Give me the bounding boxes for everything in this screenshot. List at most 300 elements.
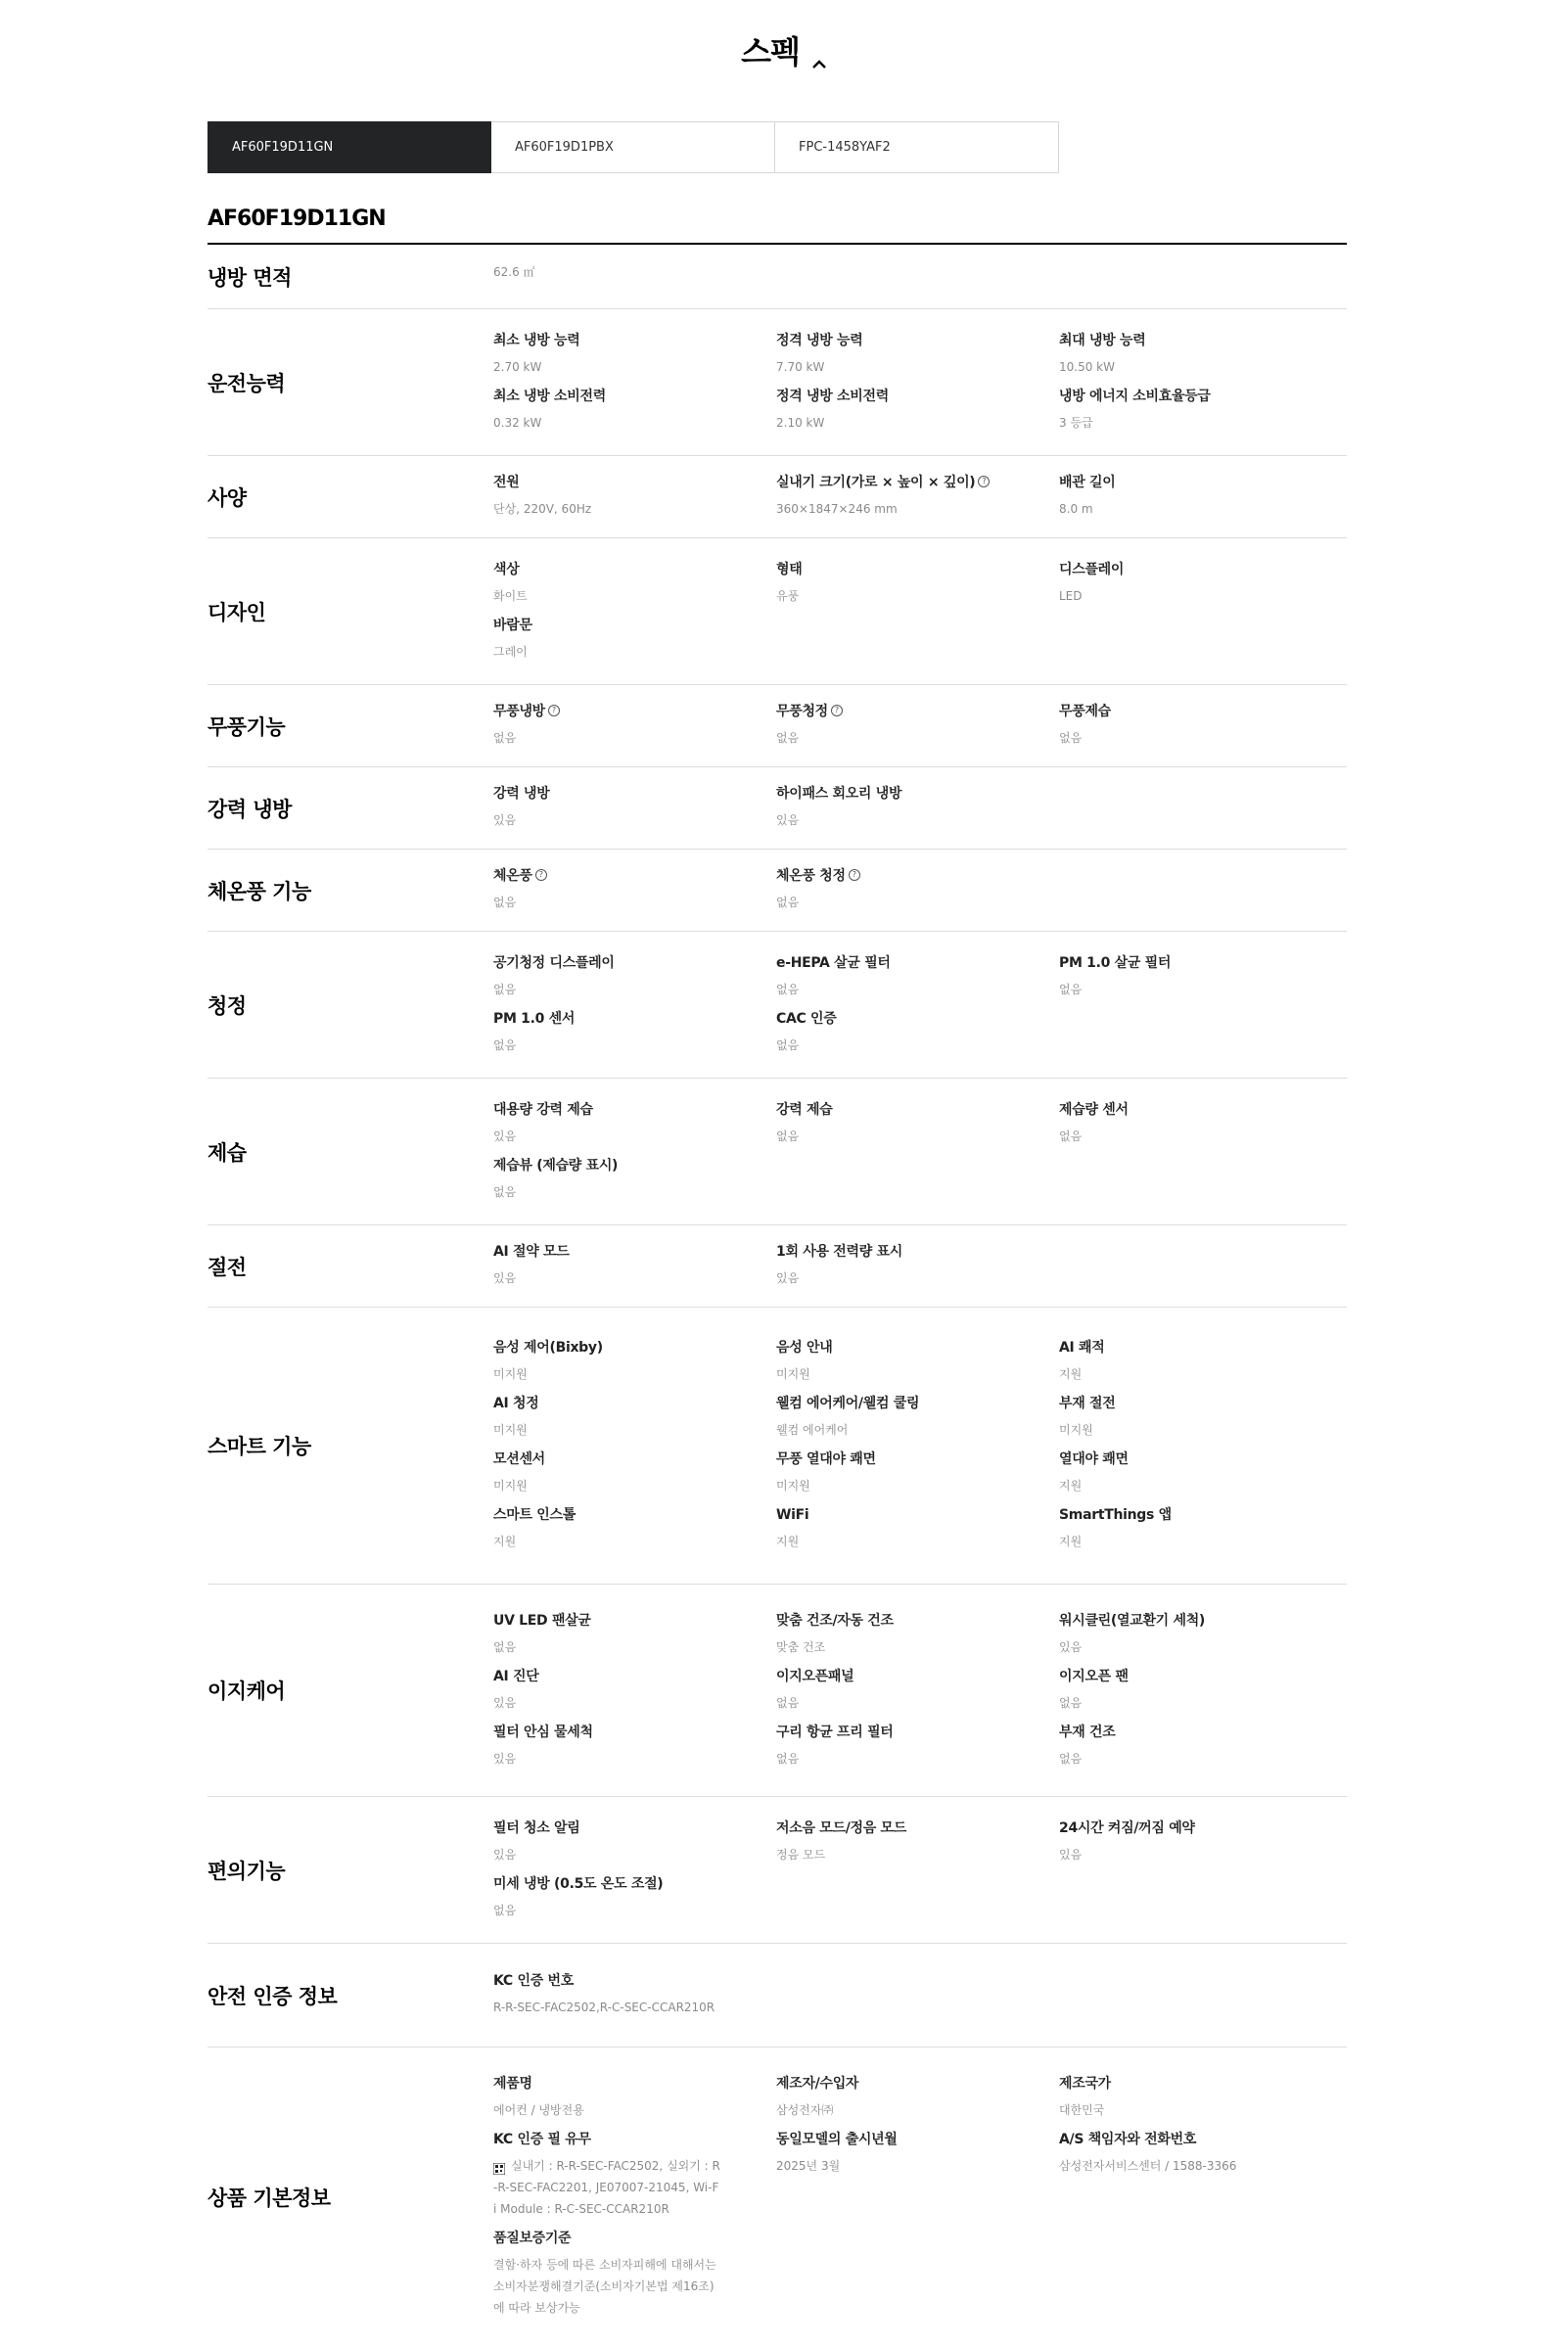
spec-section-title: 제습 — [208, 1140, 247, 1165]
spec-value — [1059, 2099, 1342, 2121]
spec-value — [776, 1267, 1059, 1289]
spec-label — [776, 1611, 1059, 1631]
spec-label — [1059, 953, 1342, 973]
spec-label — [1059, 1450, 1342, 1469]
spec-label-text: SmartThings 앱 — [1059, 1507, 1172, 1523]
spec-section-title: 디자인 — [208, 600, 266, 624]
spec-item — [776, 702, 1059, 758]
spec-item — [776, 953, 1059, 1009]
spec-value-text: 있음 — [1059, 1639, 1083, 1654]
spec-item — [776, 1100, 1059, 1156]
info-icon[interactable]: ? — [548, 705, 560, 716]
spec-label — [493, 387, 776, 406]
spec-row — [208, 850, 1347, 932]
spec-section-body — [493, 938, 1347, 1073]
spec-label — [493, 331, 776, 350]
spec-label — [1059, 1505, 1342, 1525]
spec-value — [1059, 1844, 1342, 1865]
spec-row — [208, 1944, 1347, 2048]
spec-value — [776, 727, 1059, 749]
spec-section-title: 체온풍 기능 — [208, 879, 311, 903]
spec-value-text: 없음 — [493, 1184, 517, 1199]
spec-label — [493, 2074, 776, 2094]
spec-label — [776, 1338, 1059, 1358]
model-title: AF60F19D11GN — [208, 207, 386, 231]
spec-label — [493, 1394, 776, 1413]
spec-label-text: 구리 항균 프리 필터 — [776, 1724, 894, 1740]
spec-section-body — [493, 544, 1347, 679]
spec-value-text: 에어컨 / 냉방전용 — [493, 2103, 584, 2117]
spec-label-text: AI 청정 — [493, 1396, 539, 1411]
spec-label-text: 최소 냉방 소비전력 — [493, 388, 606, 404]
spec-item — [776, 473, 1059, 529]
spec-item — [493, 1338, 776, 1394]
spec-label-text: 색상 — [493, 561, 520, 577]
spec-label-text: 워시클린(열교환기 세척) — [1059, 1612, 1206, 1629]
spec-label-text: 제습량 센서 — [1059, 1101, 1129, 1118]
info-icon[interactable]: ? — [535, 869, 547, 881]
spec-row — [208, 767, 1347, 850]
spec-label-text: 체온풍 — [493, 868, 532, 884]
spec-section-title: 이지케어 — [208, 1680, 286, 1703]
spec-value — [493, 1181, 776, 1203]
spec-label — [493, 473, 776, 492]
spec-label-text: 맞춤 건조/자동 건조 — [776, 1612, 894, 1629]
tab-model-2[interactable]: AF60F19D1PBX — [491, 121, 775, 173]
spec-label — [776, 560, 1059, 579]
spec-section-body — [493, 1595, 1347, 1786]
spec-value — [493, 1419, 776, 1441]
spec-label — [493, 1818, 776, 1838]
spec-value-text: 정음 모드 — [776, 1847, 826, 1862]
spec-value-text: 없음 — [776, 1037, 800, 1052]
spec-row — [208, 538, 1347, 685]
spec-row — [208, 1225, 1347, 1308]
spec-label — [776, 2074, 1059, 2094]
spec-label-text: 강력 제습 — [776, 1101, 833, 1118]
spec-value-text: 3 등급 — [1059, 415, 1093, 430]
spec-item — [776, 1394, 1059, 1450]
spec-item — [776, 387, 1059, 442]
spec-label — [493, 1971, 776, 1991]
spec-label — [493, 1009, 776, 1029]
spec-value — [493, 261, 776, 283]
spec-value — [493, 585, 776, 607]
spec-value-text: R-R-SEC-FAC2502,R-C-SEC-CCAR210R — [493, 2001, 715, 2014]
spec-label — [1059, 387, 1342, 406]
spec-item — [1059, 2074, 1342, 2130]
spec-label — [1059, 560, 1342, 579]
spec-label-text: KC 인증 번호 — [493, 1973, 574, 1989]
spec-row — [208, 1079, 1347, 1225]
spec-label-text: 저소음 모드/정음 모드 — [776, 1819, 906, 1836]
spec-label-text: 부재 절전 — [1059, 1396, 1116, 1411]
spec-row — [208, 2048, 1347, 2346]
spec-item — [776, 1242, 1059, 1298]
spec-value-text: 있음 — [493, 1128, 517, 1143]
spec-label — [1059, 1723, 1342, 1742]
spec-label — [493, 866, 776, 886]
spec-label-text: 제조국가 — [1059, 2076, 1111, 2092]
qr-code-icon[interactable] — [493, 2160, 505, 2172]
spec-label-text: 최대 냉방 능력 — [1059, 332, 1146, 348]
spec-label-text: 배관 길이 — [1059, 475, 1116, 490]
spec-item — [1059, 1338, 1342, 1394]
spec-value — [493, 2099, 776, 2121]
spec-value — [1059, 1531, 1342, 1552]
spec-row — [208, 1797, 1347, 1944]
spec-value — [1059, 1419, 1342, 1441]
spec-value-text: 0.32 kW — [493, 415, 542, 430]
spec-label-text: PM 1.0 센서 — [493, 1010, 576, 1027]
spec-value-text: 있음 — [493, 1751, 517, 1766]
spec-label-text: 음성 안내 — [776, 1340, 833, 1356]
spec-label-text: UV LED 팬살균 — [493, 1612, 591, 1629]
spec-label-text: 실내기 크기(가로 × 높이 × 깊이) — [776, 475, 976, 490]
spec-value-text: 없음 — [776, 1695, 800, 1710]
spec-label-text: 동일모델의 출시년월 — [776, 2132, 898, 2147]
spec-label-text: 정격 냉방 소비전력 — [776, 388, 889, 404]
spec-value — [1059, 412, 1342, 434]
spec-value — [776, 2099, 1059, 2121]
spec-section-title: 무풍기능 — [208, 714, 286, 739]
spec-section-title: 절전 — [208, 1255, 247, 1279]
spec-label-text: 정격 냉방 능력 — [776, 332, 863, 348]
spec-item — [493, 1971, 776, 2027]
spec-value-text: LED — [1059, 588, 1083, 603]
spec-value — [776, 1531, 1059, 1552]
spec-value — [1059, 356, 1342, 378]
spec-label — [1059, 1667, 1342, 1686]
spec-section-body — [493, 768, 1347, 848]
spec-label-text: 부재 건조 — [1059, 1724, 1116, 1740]
spec-value-text: 있음 — [493, 813, 517, 827]
spec-label-text: 디스플레이 — [1059, 561, 1125, 577]
spec-label-text: 1회 사용 전력량 표시 — [776, 1244, 902, 1260]
spec-value — [493, 2155, 720, 2220]
spec-value — [493, 1363, 776, 1385]
spec-value-text: 8.0 m — [1059, 502, 1093, 516]
spec-label-text: 제습뷰 (제습량 표시) — [493, 1157, 619, 1174]
spec-table — [208, 245, 1347, 2346]
spec-item — [776, 1505, 1059, 1561]
spec-section-body — [493, 1322, 1347, 1569]
spec-item — [493, 1667, 776, 1723]
spec-label-text: 미세 냉방 (0.5도 온도 조절) — [493, 1875, 664, 1892]
spec-label — [493, 1450, 776, 1469]
spec-item — [493, 1009, 776, 1065]
spec-value — [776, 2155, 1059, 2177]
spec-value — [493, 979, 776, 1000]
spec-label — [776, 702, 1059, 721]
spec-section-title: 냉방 면적 — [208, 265, 292, 290]
spec-label — [776, 784, 1059, 804]
spec-value — [493, 1636, 776, 1658]
spec-item — [776, 2074, 1059, 2130]
spec-value — [776, 1844, 1059, 1865]
spec-value — [776, 1692, 1059, 1714]
spec-value — [776, 1636, 1059, 1658]
spec-value-text: 없음 — [1059, 1128, 1083, 1143]
spec-value — [493, 1997, 720, 2018]
spec-item — [1059, 473, 1342, 529]
spec-value — [493, 1531, 776, 1552]
spec-label — [493, 2130, 776, 2149]
spec-item — [776, 1723, 1059, 1778]
spec-value — [493, 641, 776, 663]
spec-section-body — [493, 686, 1347, 765]
spec-value — [1059, 1692, 1342, 1714]
spec-value — [1059, 979, 1342, 1000]
spec-label — [493, 702, 776, 721]
spec-label-text: WiFi — [776, 1507, 809, 1523]
spec-section-body — [493, 1084, 1347, 1220]
spec-label-text: 음성 제어(Bixby) — [493, 1340, 603, 1356]
spec-label-text: 모션센서 — [493, 1451, 545, 1467]
spec-label — [776, 2130, 1059, 2149]
info-icon[interactable]: ? — [978, 476, 990, 487]
spec-label — [776, 1818, 1059, 1838]
spec-row — [208, 245, 1347, 309]
spec-label-text: 열대야 쾌면 — [1059, 1451, 1129, 1467]
spec-header[interactable] — [0, 27, 1568, 72]
spec-label-text: 무풍청정 — [776, 704, 828, 719]
spec-label — [776, 1009, 1059, 1029]
spec-label-text: 냉방 에너지 소비효율등급 — [1059, 388, 1211, 404]
spec-label-text: 공기청정 디스플레이 — [493, 954, 615, 971]
spec-item — [493, 866, 776, 922]
spec-label — [493, 560, 776, 579]
spec-value-text: 미지원 — [776, 1479, 810, 1493]
spec-label — [1059, 1394, 1342, 1413]
spec-label — [776, 387, 1059, 406]
spec-value — [776, 1475, 1059, 1496]
spec-label-text: 최소 냉방 능력 — [493, 332, 580, 348]
spec-value-text: 있음 — [1059, 1847, 1083, 1862]
spec-label — [776, 1667, 1059, 1686]
spec-label-text: 바람문 — [493, 617, 532, 633]
spec-item — [776, 784, 1059, 840]
spec-item — [493, 784, 776, 840]
spec-row — [208, 456, 1347, 538]
spec-value — [493, 1035, 776, 1056]
spec-value — [493, 412, 776, 434]
spec-label — [493, 1156, 776, 1175]
spec-label — [1059, 331, 1342, 350]
spec-item — [1059, 387, 1342, 442]
spec-value — [493, 892, 776, 913]
info-icon[interactable]: ? — [831, 705, 843, 716]
spec-value-text: 미지원 — [1059, 1423, 1093, 1437]
spec-value — [1059, 1748, 1342, 1770]
spec-value-text: 삼성전자서비스센터 / 1588-3366 — [1059, 2159, 1237, 2173]
spec-value-text: 없음 — [776, 896, 800, 909]
spec-value-text: 없음 — [776, 1128, 800, 1143]
spec-item — [1059, 1667, 1342, 1723]
spec-value-text: 있음 — [776, 813, 800, 827]
spec-item — [493, 1818, 776, 1874]
spec-label-text: 대용량 강력 제습 — [493, 1101, 593, 1118]
spec-label — [1059, 1338, 1342, 1358]
spec-value-text: 지원 — [493, 1535, 517, 1548]
spec-label — [493, 1242, 776, 1262]
spec-value-text: 없음 — [776, 731, 800, 745]
spec-label-text: A/S 책임자와 전화번호 — [1059, 2132, 1197, 2147]
spec-label — [776, 953, 1059, 973]
spec-item — [776, 1818, 1059, 1874]
spec-value-text: 없음 — [493, 1639, 517, 1654]
spec-label — [493, 1611, 776, 1631]
spec-label — [1059, 1818, 1342, 1838]
spec-value-text: 없음 — [1059, 1695, 1083, 1710]
spec-item — [493, 473, 776, 529]
spec-value-text: 그레이 — [493, 644, 528, 659]
spec-label-text: AI 절약 모드 — [493, 1244, 570, 1260]
spec-value — [776, 892, 1059, 913]
spec-item — [1059, 702, 1342, 758]
spec-item — [776, 1667, 1059, 1723]
spec-value-text: 미지원 — [776, 1367, 810, 1381]
spec-value — [1059, 727, 1342, 749]
spec-label-text: 필터 안심 물세척 — [493, 1724, 593, 1740]
spec-item — [1059, 1394, 1342, 1450]
spec-value-text: 없음 — [493, 1903, 517, 1917]
spec-item — [493, 2229, 776, 2327]
spec-item — [493, 1394, 776, 1450]
spec-value-text: 없음 — [493, 982, 517, 996]
spec-value — [776, 1126, 1059, 1147]
spec-label — [776, 1450, 1059, 1469]
spec-value — [493, 1126, 776, 1147]
spec-value — [776, 1748, 1059, 1770]
spec-value — [493, 1267, 776, 1289]
spec-item — [776, 1450, 1059, 1505]
spec-value — [493, 356, 776, 378]
spec-label-text: KC 인증 필 유무 — [493, 2132, 591, 2147]
spec-value-text: 2.10 kW — [776, 415, 825, 430]
spec-label-text: AI 진단 — [493, 1668, 539, 1684]
spec-label-text: 무풍제습 — [1059, 704, 1111, 719]
spec-value-text: 없음 — [1059, 731, 1083, 745]
spec-label — [493, 1874, 776, 1894]
spec-label — [776, 1505, 1059, 1525]
spec-label — [776, 1723, 1059, 1742]
spec-value — [1059, 585, 1342, 607]
spec-item — [776, 1338, 1059, 1394]
spec-section-body — [493, 457, 1347, 536]
spec-item — [493, 1874, 776, 1930]
spec-value-text: 단상, 220V, 60Hz — [493, 502, 592, 516]
spec-item — [493, 1242, 776, 1298]
spec-item — [1059, 1611, 1342, 1667]
spec-label-text: 이지오픈 팬 — [1059, 1668, 1129, 1684]
spec-label — [493, 1100, 776, 1120]
spec-item — [493, 953, 776, 1009]
spec-item — [493, 261, 776, 292]
spec-label — [493, 784, 776, 804]
spec-value-text: 10.50 kW — [1059, 359, 1115, 374]
spec-item — [1059, 560, 1342, 616]
spec-section-body — [493, 2058, 1347, 2335]
spec-value — [493, 1844, 776, 1865]
spec-item — [1059, 953, 1342, 1009]
spec-label — [1059, 2074, 1342, 2094]
spec-label-text: 제조자/수입자 — [776, 2076, 859, 2092]
spec-value — [776, 809, 1059, 831]
spec-section-title: 스마트 기능 — [208, 1435, 311, 1458]
spec-item — [1059, 2130, 1342, 2229]
spec-item — [493, 387, 776, 442]
spec-label-text: 무풍 열대야 쾌면 — [776, 1451, 876, 1467]
spec-value-text: 맞춤 건조 — [776, 1639, 826, 1654]
spec-label-text: 24시간 켜짐/꺼짐 예약 — [1059, 1819, 1195, 1836]
spec-value-text: 없음 — [776, 982, 800, 996]
spec-label — [776, 1394, 1059, 1413]
spec-label-text: CAC 인증 — [776, 1010, 837, 1027]
spec-item — [493, 702, 776, 758]
spec-label-text: 형태 — [776, 561, 803, 577]
spec-label-text: 제품명 — [493, 2076, 532, 2092]
spec-row — [208, 1308, 1347, 1585]
spec-value-text: 없음 — [493, 1037, 517, 1052]
spec-section-body — [493, 1803, 1347, 1938]
spec-value — [776, 1035, 1059, 1056]
spec-value-text: 없음 — [1059, 982, 1083, 996]
spec-value — [493, 1748, 776, 1770]
spec-label — [776, 1100, 1059, 1120]
spec-value-text: 지원 — [1059, 1535, 1083, 1548]
spec-value — [493, 1692, 776, 1714]
tab-model-3[interactable]: FPC-1458YAF2 — [775, 121, 1059, 173]
spec-label-text: e-HEPA 살균 필터 — [776, 954, 891, 971]
spec-item — [493, 1611, 776, 1667]
spec-value-text: 화이트 — [493, 588, 528, 603]
tab-model-1[interactable]: AF60F19D11GN — [208, 121, 491, 173]
spec-value — [1059, 1126, 1342, 1147]
spec-label-text: 이지오픈패널 — [776, 1668, 854, 1684]
spec-section-title: 강력 냉방 — [208, 797, 292, 821]
spec-value-text: 결함·하자 등에 따른 소비자피해에 대해서는 소비자분쟁해결기준(소비자기본법 제16조)에 따라 보상가능 — [493, 2258, 716, 2315]
chevron-up-icon[interactable] — [811, 43, 827, 59]
spec-value — [776, 1419, 1059, 1441]
spec-value — [1059, 1475, 1342, 1496]
spec-value — [776, 979, 1059, 1000]
info-icon[interactable]: ? — [849, 869, 860, 881]
spec-item — [493, 1723, 776, 1778]
spec-value — [776, 585, 1059, 607]
spec-value-text: 7.70 kW — [776, 359, 825, 374]
spec-item — [493, 560, 776, 616]
spec-label — [493, 1723, 776, 1742]
spec-value-text: 미지원 — [493, 1423, 528, 1437]
spec-label-text: 스마트 인스톨 — [493, 1507, 576, 1523]
spec-value-text: 삼성전자㈜ — [776, 2103, 834, 2117]
spec-value-text: 지원 — [1059, 1479, 1083, 1493]
spec-value-text: 없음 — [776, 1751, 800, 1766]
spec-value — [1059, 1363, 1342, 1385]
spec-item — [776, 866, 1059, 922]
spec-value — [1059, 498, 1342, 520]
spec-label — [493, 1505, 776, 1525]
spec-value-text: 2.70 kW — [493, 359, 542, 374]
spec-item — [776, 331, 1059, 387]
spec-label-text: 웰컴 에어케어/웰컴 쿨링 — [776, 1396, 920, 1411]
spec-row — [208, 685, 1347, 767]
spec-value — [1059, 1636, 1342, 1658]
spec-label — [776, 331, 1059, 350]
spec-item — [493, 1156, 776, 1212]
spec-value-text: 미지원 — [493, 1367, 528, 1381]
